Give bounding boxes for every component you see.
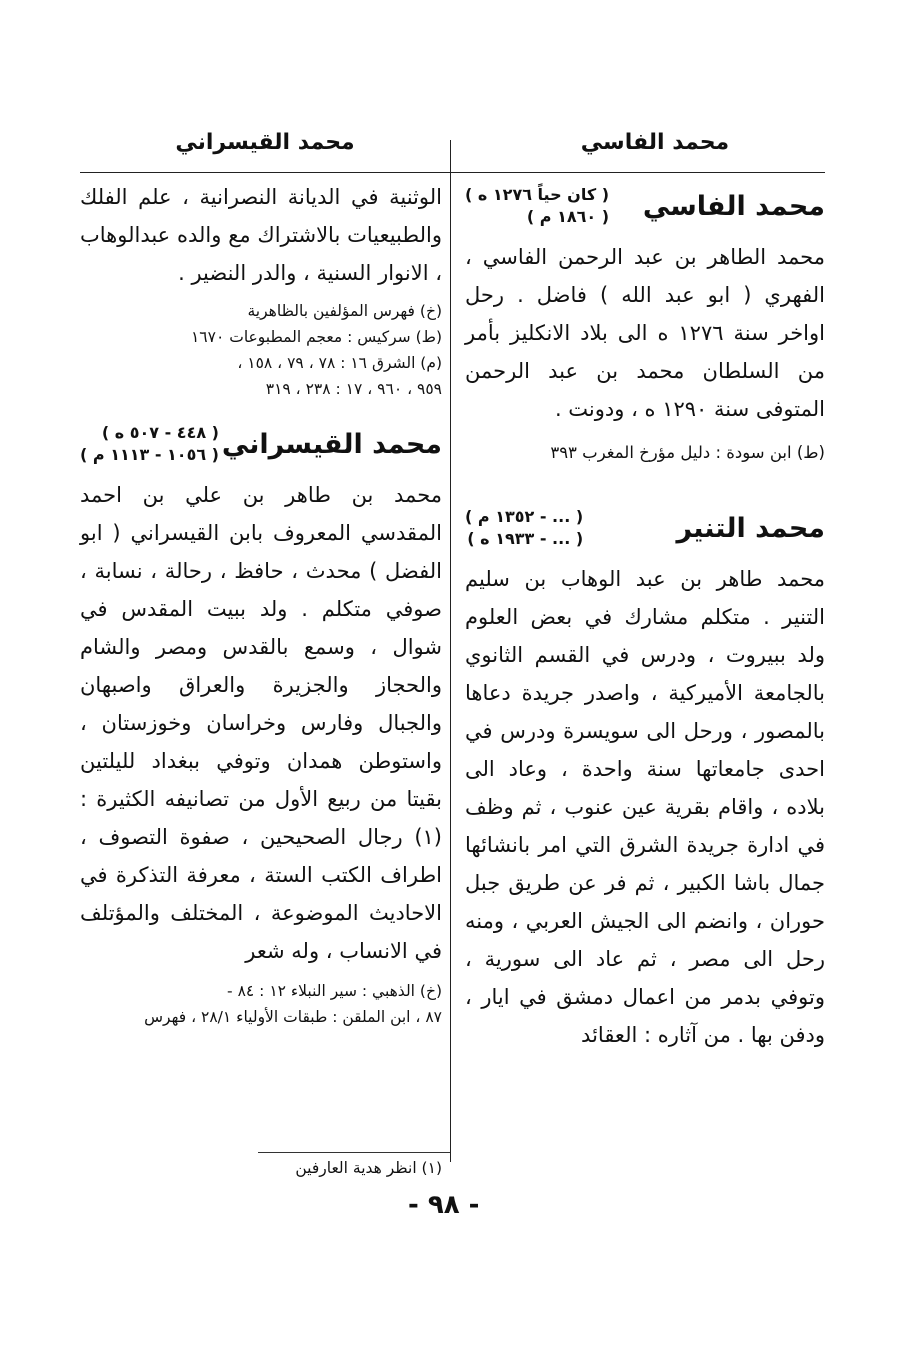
- reference-line: ٩٥٩ ، ٩٦٠ ، ١٧ : ٢٣٨ ، ٣١٩: [265, 380, 442, 398]
- entry-heading: [80, 422, 442, 466]
- dates-line: ( ١٨٦٠ م ): [526, 207, 610, 226]
- reference-list: [80, 298, 442, 402]
- entry-body: محمد طاهر بن عبد الوهاب بن سليم التنير . متكلم مشارك في بعض العلوم ولد ببيروت ، ودرس في القسم الثانوي بالجامعة الأميركية ، واصدر جريدة دعاها بالمصور ، ورحل الى سويسرة ودرس في احدى جامعاتها سنة واحدة ، وعاد الى بلاده ، واقام بقرية عين عنوب ، ثم وظف في ادارة جريدة الشرق التي امر بانشائها جمال باشا الكبير ، ثم فر عن طريق جبل حوران ، وانضم الى الجيش العربي ، ومنه رحل الى مصر ، ثم عاد الى سورية ، وتوفي بدمر من اعمال دمشق في ايار ، ودفن بها . من آثاره : العقائد: [465, 567, 825, 1047]
- dates-line: ( ... - ١٩٣٣ ه ): [467, 529, 584, 548]
- reference-line: ٨٧ ، ابن الملقن : طبقات الأولياء ٢٨/١ ، فهرس: [144, 1008, 442, 1026]
- reference-list: [80, 978, 442, 1030]
- entry-dates: [80, 422, 219, 466]
- dates-line: ( ١٠٥٦ - ١١١٣ م ): [80, 445, 219, 464]
- entry-name: محمد الفاسي: [642, 190, 825, 222]
- right-column: [465, 178, 825, 1054]
- entry-heading: [465, 506, 825, 550]
- entry-body: محمد الطاهر بن عبد الرحمن الفاسي ، الفهري ( ابو عبد الله ) فاضل . رحل اواخر سنة ١٢٧٦ ه الى بلاد الانكليز بأمر من السلطان محمد بن عبد الرحمن المتوفى سنة ١٢٩٠ ه ، ودونت .: [465, 245, 825, 421]
- entry-name: محمد التنير: [676, 512, 825, 544]
- left-column: [80, 178, 442, 1030]
- column-divider: [450, 140, 451, 1162]
- dates-line: ( كان حياً ١٢٧٦ ه ): [465, 185, 610, 204]
- dates-line: ( ٤٤٨ - ٥٠٧ ه ): [101, 423, 219, 442]
- entry-heading: [465, 184, 825, 228]
- header-rule: [80, 172, 825, 173]
- entry-dates: [465, 184, 609, 228]
- running-head-right: محمد الفاسي: [580, 130, 730, 155]
- reference-line: (م) الشرق ١٦ : ٧٨ ، ٧٩ ، ١٥٨ ،: [237, 354, 442, 372]
- entry-reference: (ط) ابن سودة : دليل مؤرخ المغرب ٣٩٣: [550, 443, 825, 462]
- footnote-rule: [258, 1152, 450, 1153]
- entry-body: محمد بن طاهر بن علي بن احمد المقدسي المعروف بابن القيسراني ( ابو الفضل ) محدث ، حافظ ، رحالة ، نسابة ، صوفي متكلم . ولد ببيت المقدس في شوال ، وسمع بالقدس ومصر والشام والحجاز والجزيرة والعراق واصبهان والجبال وفارس وخراسان وخوزستان ، واستوطن همدان وتوفي ببغداد لليلتين بقيتا من ربيع الأول من تصانيفه الكثيرة : (١) رجال الصحيحين ، صفوة التصوف ، اطراف الكتب الستة ، معرفة التذكرة في الاحاديث الموضوعة ، المختلف والمؤتلف في الانساب ، وله شعر: [80, 483, 442, 963]
- entry-dates: [465, 506, 583, 550]
- page-number: - ٩٨ -: [408, 1190, 480, 1220]
- reference-line: (خ) الذهبي : سير النبلاء ١٢ : ٨٤ -: [227, 982, 442, 1000]
- reference-line: (ط) سركيس : معجم المطبوعات ١٦٧٠: [190, 328, 442, 346]
- running-head-left: محمد القيسراني: [175, 130, 355, 155]
- footnote: (١) انظر هدية العارفين: [295, 1159, 442, 1177]
- reference-line: (خ) فهرس المؤلفين بالظاهرية: [247, 302, 442, 320]
- entry-name: محمد القيسراني: [221, 428, 442, 460]
- continued-text: الوثنية في الديانة النصرانية ، علم الفلك والطبيعيات بالاشتراك مع والده عبدالوهاب ، الانوار السنية ، والدر النضير .: [80, 185, 442, 285]
- dates-line: ( ... - ١٣٥٢ م ): [465, 507, 584, 526]
